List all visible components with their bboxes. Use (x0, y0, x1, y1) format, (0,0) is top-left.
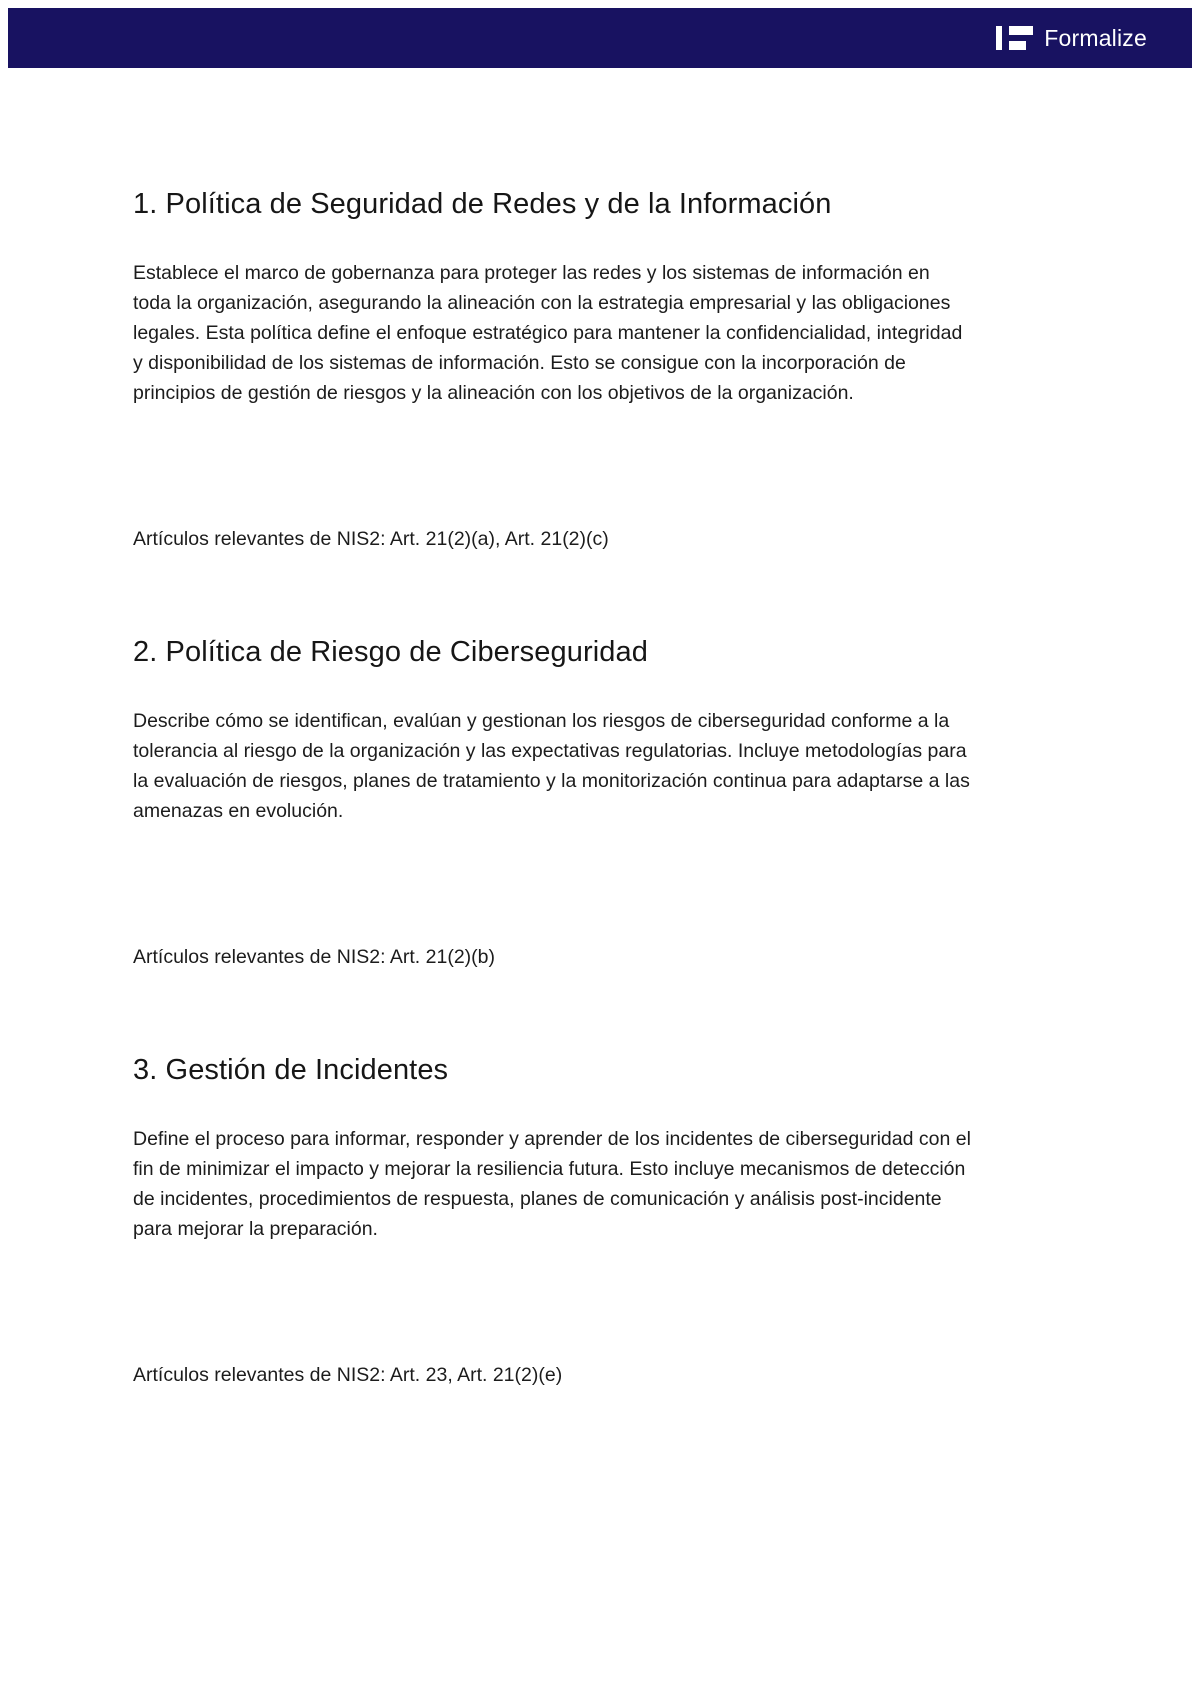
document-body (133, 68, 973, 1390)
section-3-articles: Artículos relevantes de NIS2: Art. 23, Art. 21(2)(e) (133, 1364, 563, 1386)
section-3-description: Define el proceso para informar, responder y aprender de los incidentes de ciberseguridad con el fin de minimizar el impacto y mejorar la resiliencia futura. Esto incluye mecanismos de detección de incidentes, procedimientos de respuesta, planes de comunicación y análisis post-incidente para mejorar la preparación. (133, 1128, 971, 1240)
brand (996, 26, 1147, 50)
brand-name: Formalize (1044, 24, 1147, 51)
logo-bar-vertical (996, 26, 1002, 50)
logo-bar-bottom (1009, 41, 1026, 50)
policy-section-2 (133, 634, 973, 972)
section-1-heading: 1. Política de Seguridad de Redes y de la Información (133, 188, 832, 220)
section-2-articles: Artículos relevantes de NIS2: Art. 21(2)(b) (133, 946, 495, 968)
section-2-heading: 2. Política de Riesgo de Ciberseguridad (133, 636, 648, 668)
formalize-logo-icon (996, 26, 1033, 50)
section-1-description: Establece el marco de gobernanza para proteger las redes y los sistemas de información en toda la organización, asegurando la alineación con la estrategia empresarial y las obligaciones legales. Esta política define el enfoque estratégico para mantener la confidencialidad, integridad y disponibilidad de los sistemas de información. Esto se consigue con la incorporación de principios de gestión de riesgos y la alineación con los objetivos de la organización. (133, 262, 963, 404)
policy-section-3 (133, 1052, 973, 1390)
section-3-heading: 3. Gestión de Incidentes (133, 1054, 449, 1086)
section-2-description: Describe cómo se identifican, evalúan y gestionan los riesgos de ciberseguridad conforme a la tolerancia al riesgo de la organización y las expectativas regulatorias. Incluye metodologías para la evaluación de riesgos, planes de tratamiento y la monitorización continua para adaptarse a las amenazas en evolución. (133, 710, 970, 822)
header-bar (8, 8, 1192, 68)
policy-section-1 (133, 186, 973, 554)
section-1-articles: Artículos relevantes de NIS2: Art. 21(2)(a), Art. 21(2)(c) (133, 528, 609, 550)
logo-bar-top (1009, 26, 1033, 35)
